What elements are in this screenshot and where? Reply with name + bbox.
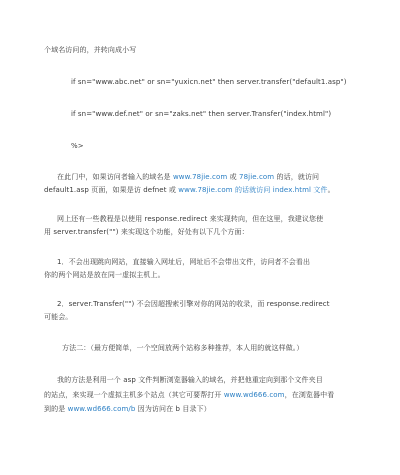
paragraph-1-text-d: 的话，就访问 [274,173,320,181]
code-line-1: if sn="www.abc.net" or sn="yuxicn.net" then server.transfer("default1.asp") [71,78,347,86]
paragraph-3-line-2: 你的两个网站是放在同一虚拟主机上。 [44,271,165,279]
paragraph-6-text-c: 到的是 [44,405,68,413]
code-line-2: if sn="www.def.net" or sn="zaks.net" then server.Transfer("index.html") [71,110,332,118]
link-78jie-www[interactable]: www.78jie.com [172,173,228,181]
paragraph-2-line-2: 用 server.transfer("") 来实现这个功能，好处有以下几个方面： [44,228,249,236]
paragraph-6-text-d: 因为访问在 b 目录下） [135,405,211,413]
paragraph-1-text-c: 或 [227,173,240,181]
paragraph-1-text-f: 。 [327,186,335,194]
paragraph-1-text-a: 在此 [57,173,72,181]
text-line-intro: 个域名访问的，并转向成小写 [44,46,137,54]
paragraph-6-line-2 [44,391,334,400]
paragraph-1-text-b: 门中，如果访问者输入的域名是 [71,173,173,181]
paragraph-6-text-b: ，在浏览器中看 [284,391,335,399]
paragraph-3-line-1: 1．不会出现跳向网站，直接输入网址后，网址后不会带出文件，访问者不会看出 [57,258,311,266]
paragraph-4-line-2: 可能会。 [44,313,73,321]
link-index-html[interactable]: www.78jie.com 的话就访问 index.html 文件 [178,186,328,194]
paragraph-4-line-1: 2．server.Transfer("") 不会因超搜索引擎对你的网站的收录，而 response.redirect [57,300,330,308]
paragraph-5-line-1: 方法二：（最方便简单，一个空间放两个站称多种推荐，本人用的就这样做。） [62,344,304,352]
paragraph-1-text-e: default1.asp 页面，如果是访 defnet 或 [44,186,179,194]
paragraph-2-line-1: 网上还有一些教程是以使用 response.redirect 来实现转向，但在这里，我建议您使 [57,215,324,223]
paragraph-1-line-1 [57,173,319,182]
paragraph-6-line-1: 我的方法是利用一个 asp 文件判断浏览器输入的域名，并把他重定向到那个文件夹目 [57,376,323,384]
link-wd666[interactable]: www.wd666.com [223,391,285,399]
paragraph-6-line-3 [44,405,211,414]
link-wd666-b[interactable]: www.wd666.com/b [67,405,136,413]
paragraph-1-line-2 [44,186,335,195]
link-78jie[interactable]: 78jie.com [239,173,275,181]
code-line-3: %> [71,142,84,150]
paragraph-6-text-a: 的站点，来实现一个虚拟主机多个站点（其它可要帮打开 [44,391,224,399]
